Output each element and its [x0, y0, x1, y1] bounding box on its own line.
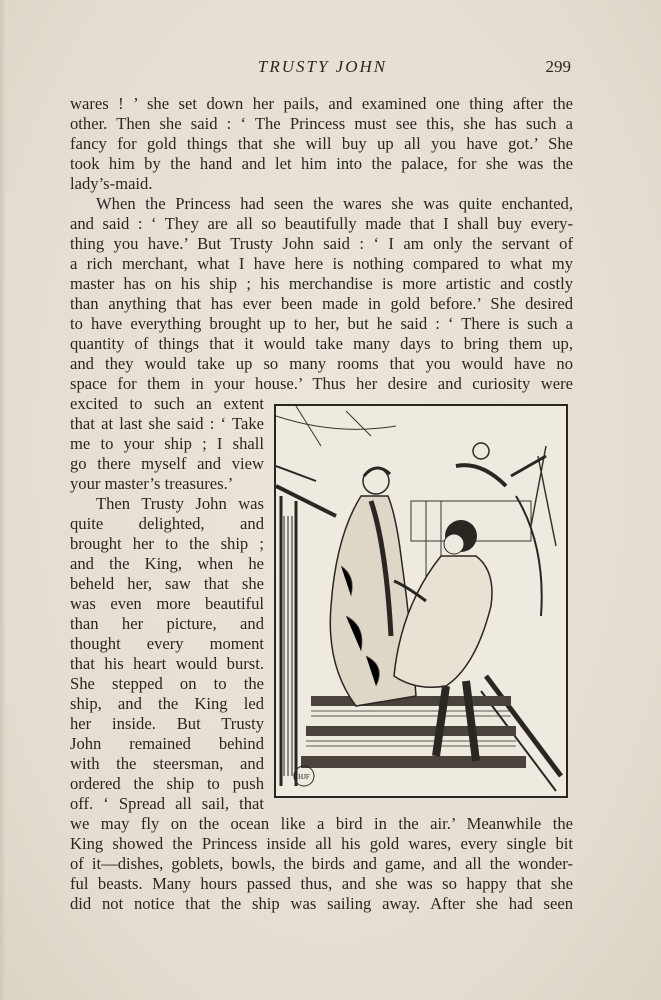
text-line: thing you have.’ But Trusty John said : ‘ I am only the servant of: [70, 234, 573, 253]
running-title: TRUSTY JOHN: [257, 57, 388, 76]
text-line: lady’s-maid.: [70, 174, 153, 193]
text-line: took him by the hand and let him into the palace, for she was the: [70, 154, 573, 173]
text-line: your master’s treasures.’: [70, 474, 234, 493]
text-line: quite delighted, and: [70, 514, 264, 533]
ship-boarding-illustration: [276, 406, 566, 796]
text-line: ordered the ship to push: [70, 774, 264, 793]
text-line: She stepped on to the: [70, 674, 264, 693]
text-line: master has on his ship ; his merchandise is more artistic and costly: [70, 274, 573, 293]
text-line-indent: Then Trusty John was: [96, 494, 264, 513]
text-line: and said : ‘ They are all so beautifully made that I shall buy every-: [70, 214, 573, 233]
text-line: than anything that has ever been made in gold before.’ She desired: [70, 294, 573, 313]
text-line: that at last she said : ‘ Take: [70, 414, 264, 433]
text-line: thought every moment: [70, 634, 264, 653]
page-number: 299: [545, 57, 571, 76]
text-line: that his heart would burst.: [70, 654, 264, 673]
text-line: a rich merchant, what I have here is nothing compared to what my: [70, 254, 573, 273]
text-line: and the King, when he: [70, 554, 264, 573]
text-line: we may fly on the ocean like a bird in the air.’ Meanwhile the: [70, 814, 573, 833]
text-line: excited to such an extent: [70, 394, 264, 413]
text-line: go there myself and view: [70, 454, 264, 473]
text-line: me to your ship ; I shall: [70, 434, 264, 453]
text-line: King showed the Princess inside all his gold wares, every single bit: [70, 834, 573, 853]
text-line: beheld her, saw that she: [70, 574, 264, 593]
text-line: to have everything brought up to her, but he said : ‘ There is such a: [70, 314, 573, 333]
text-line: wares ! ’ she set down her pails, and examined one thing after the: [70, 94, 573, 113]
text-line: and they would take up so many rooms that you would have no: [70, 354, 573, 373]
running-head: [70, 57, 575, 79]
illustration-monogram: HJF: [298, 773, 310, 781]
text-line: did not notice that the ship was sailing away. After she had seen: [70, 894, 573, 913]
text-line: ship, and the King led: [70, 694, 264, 713]
page-spine-shadow: [0, 0, 6, 1000]
text-line: other. Then she said : ‘ The Princess must see this, she has such a: [70, 114, 573, 133]
text-line: her inside. But Trusty: [70, 714, 264, 733]
text-line: fancy for gold things that she will buy up all you have got.’ She: [70, 134, 573, 153]
illustration: [274, 404, 568, 798]
text-line: than her picture, and: [70, 614, 264, 633]
text-line-indent: When the Princess had seen the wares she was quite enchanted,: [96, 194, 573, 213]
text-line: with the steersman, and: [70, 754, 264, 773]
text-line: John remained behind: [70, 734, 264, 753]
text-line: ful beasts. Many hours passed thus, and she was so happy that she: [70, 874, 573, 893]
text-line: brought her to the ship ;: [70, 534, 264, 553]
text-line: of it—dishes, goblets, bowls, the birds and game, and all the wonder-: [70, 854, 573, 873]
text-line: space for them in your house.’ Thus her desire and curiosity were: [70, 374, 573, 393]
text-line: was even more beautiful: [70, 594, 264, 613]
text-line: off. ‘ Spread all sail, that: [70, 794, 264, 813]
text-line: quantity of things that it would take many days to bring them up,: [70, 334, 573, 353]
